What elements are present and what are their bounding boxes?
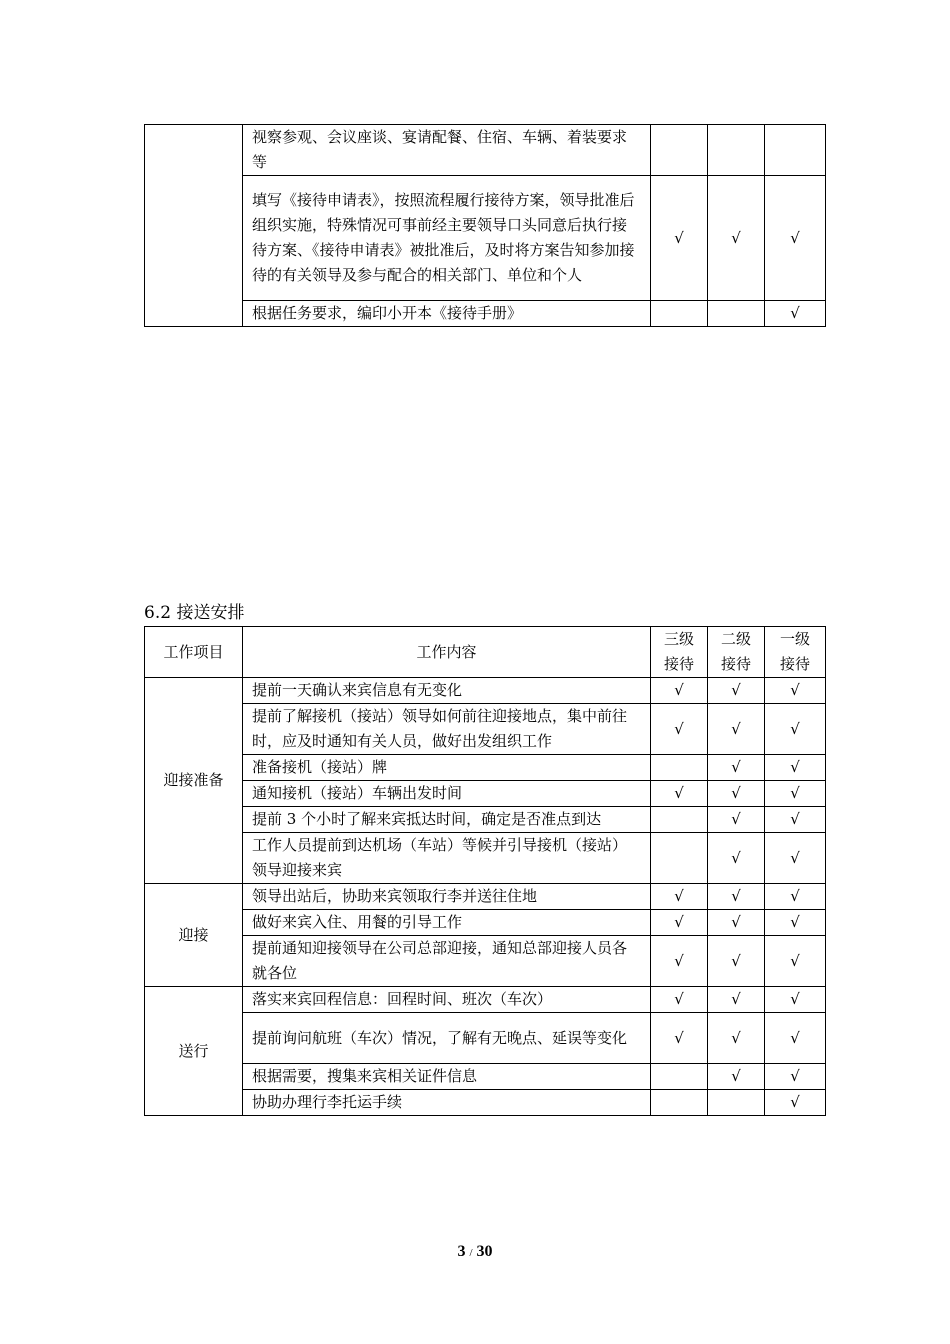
level3-mark: √	[651, 987, 708, 1013]
table-row	[145, 987, 826, 1013]
work-content-cell: 做好来宾入住、用餐的引导工作	[243, 910, 651, 936]
level2-mark: √	[708, 755, 765, 781]
reception-plan-table-continued	[144, 124, 826, 327]
level1-mark: √	[765, 678, 826, 704]
table-row	[145, 1064, 826, 1090]
table-row	[145, 1090, 826, 1116]
header-level1: 一级接待	[765, 627, 826, 678]
page-number	[0, 1243, 950, 1261]
level3-mark: √	[651, 884, 708, 910]
level3-mark: √	[651, 1013, 708, 1064]
header-work-content: 工作内容	[243, 627, 651, 678]
level2-mark	[708, 301, 765, 327]
level1-mark: √	[765, 704, 826, 755]
table-row	[145, 936, 826, 987]
level2-mark: √	[708, 910, 765, 936]
level1-mark: √	[765, 833, 826, 884]
header-work-item: 工作项目	[145, 627, 243, 678]
level3-mark: √	[651, 910, 708, 936]
work-content-cell: 领导出站后，协助来宾领取行李并送往住地	[243, 884, 651, 910]
work-content-cell: 提前询问航班（车次）情况，了解有无晚点、延误等变化	[243, 1013, 651, 1064]
page-separator: /	[469, 1247, 473, 1259]
level1-mark: √	[765, 1064, 826, 1090]
level1-mark: √	[765, 1013, 826, 1064]
table-row	[145, 884, 826, 910]
level3-mark: √	[651, 704, 708, 755]
page-current: 3	[457, 1243, 466, 1260]
work-content-cell: 准备接机（接站）牌	[243, 755, 651, 781]
table-row	[145, 781, 826, 807]
level2-mark: √	[708, 884, 765, 910]
level1-mark: √	[765, 910, 826, 936]
table-row	[145, 678, 826, 704]
work-content-cell: 通知接机（接站）车辆出发时间	[243, 781, 651, 807]
level2-mark: √	[708, 936, 765, 987]
level1-mark: √	[765, 755, 826, 781]
level2-mark: √	[708, 807, 765, 833]
page-total: 30	[476, 1243, 493, 1260]
level3-mark	[651, 833, 708, 884]
work-content-cell: 根据需要，搜集来宾相关证件信息	[243, 1064, 651, 1090]
level3-mark	[651, 807, 708, 833]
header-level3: 三级接待	[651, 627, 708, 678]
table-row	[145, 755, 826, 781]
work-content-cell: 视察参观、会议座谈、宴请配餐、住宿、车辆、着装要求等	[243, 125, 651, 176]
level2-mark: √	[708, 176, 765, 301]
table-header-row	[145, 627, 826, 678]
work-item-group: 迎接准备	[145, 678, 243, 884]
level3-mark	[651, 755, 708, 781]
level3-mark: √	[651, 936, 708, 987]
table-row	[145, 910, 826, 936]
level3-mark: √	[651, 176, 708, 301]
pickup-arrangement-table	[144, 626, 826, 1116]
work-item-cell-empty	[145, 125, 243, 327]
level1-mark: √	[765, 781, 826, 807]
level1-mark: √	[765, 936, 826, 987]
level2-mark: √	[708, 1013, 765, 1064]
level1-mark: √	[765, 807, 826, 833]
level3-mark	[651, 301, 708, 327]
table-row	[145, 301, 826, 327]
level3-mark	[651, 1090, 708, 1116]
work-content-cell: 提前 3 个小时了解来宾抵达时间，确定是否准点到达	[243, 807, 651, 833]
level2-mark: √	[708, 781, 765, 807]
table-row	[145, 807, 826, 833]
level3-mark: √	[651, 781, 708, 807]
work-content-cell: 填写《接待申请表》，按照流程履行接待方案，领导批准后组织实施，特殊情况可事前经主要领导口头同意后执行接待方案、《接待申请表》被批准后，及时将方案告知参加接待的有关领导及参与配合的相关部门、单位和个人	[243, 176, 651, 301]
work-content-cell: 根据任务要求，编印小开本《接待手册》	[243, 301, 651, 327]
level2-mark: √	[708, 704, 765, 755]
level1-mark: √	[765, 884, 826, 910]
work-content-cell: 提前一天确认来宾信息有无变化	[243, 678, 651, 704]
work-content-cell: 提前通知迎接领导在公司总部迎接，通知总部迎接人员各就各位	[243, 936, 651, 987]
level1-mark	[765, 125, 826, 176]
level2-mark	[708, 125, 765, 176]
work-content-cell: 提前了解接机（接站）领导如何前往迎接地点，集中前往时，应及时通知有关人员，做好出发组织工作	[243, 704, 651, 755]
level2-mark	[708, 1090, 765, 1116]
work-content-cell: 工作人员提前到达机场（车站）等候并引导接机（接站）领导迎接来宾	[243, 833, 651, 884]
level2-mark: √	[708, 833, 765, 884]
work-item-group: 迎接	[145, 884, 243, 987]
level3-mark: √	[651, 678, 708, 704]
work-content-cell: 落实来宾回程信息：回程时间、班次（车次）	[243, 987, 651, 1013]
level1-mark: √	[765, 176, 826, 301]
work-item-group: 送行	[145, 987, 243, 1116]
level3-mark	[651, 125, 708, 176]
table-row	[145, 704, 826, 755]
level1-mark: √	[765, 301, 826, 327]
table-row	[145, 1013, 826, 1064]
table-row	[145, 833, 826, 884]
level2-mark: √	[708, 678, 765, 704]
level1-mark: √	[765, 987, 826, 1013]
level2-mark: √	[708, 987, 765, 1013]
level1-mark: √	[765, 1090, 826, 1116]
level3-mark	[651, 1064, 708, 1090]
table-row	[145, 125, 826, 176]
header-level2: 二级接待	[708, 627, 765, 678]
section-title: 6.2 接送安排	[144, 603, 245, 623]
level2-mark: √	[708, 1064, 765, 1090]
work-content-cell: 协助办理行李托运手续	[243, 1090, 651, 1116]
table-row	[145, 176, 826, 301]
